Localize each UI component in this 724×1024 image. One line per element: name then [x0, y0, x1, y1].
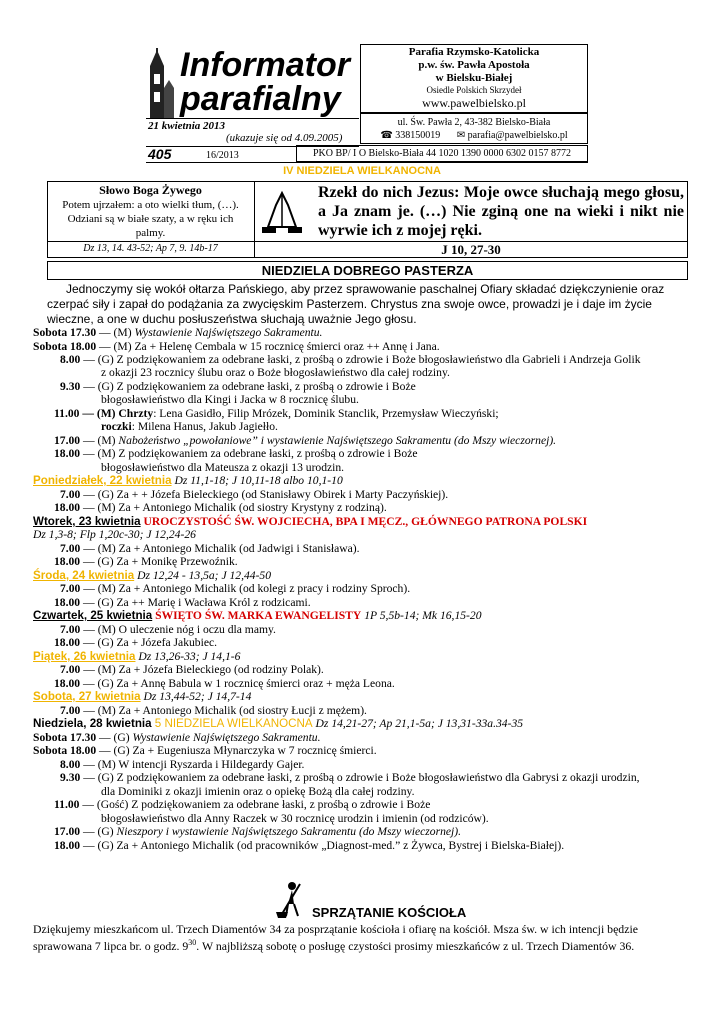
day-tuesday: Wtorek, 23 kwietnia UROCZYSTOŚĆ ŚW. WOJCIECHA, BPA I MĘCZ., GŁÓWNEGO PATRONA POLSKI [33, 515, 588, 528]
address: ul. Św. Pawła 2, 43-382 Bielsko-Biała [397, 117, 551, 128]
schedule-line: 7.00 — (M) Za + Antoniego Michalik (od Jadwigi i Stanisława). [60, 542, 360, 555]
schedule-line: 18.00 — (G) Za + Józefa Jakubiec. [54, 636, 218, 649]
cleaning-p2: sprawowana 7 lipca br. o godz. $9^{30}$. W najbliższą sobotę o posługę czystości prosimy mieszkańców z ul. Trzech Diamentów 36. [33, 938, 635, 953]
gospel-ref: J 10, 27-30 [441, 242, 501, 257]
schedule-line: roczki: Milena Hanus, Jakub Jagiełło. [101, 420, 278, 433]
schedule-line: 18.00 — (G) Za + Antoniego Michalik (od pracowników „Diagnost-med.” z Żywca, Bystrej i Bielska-Białej). [54, 839, 565, 852]
schedule-line: Sobota 17.30 — (M) Wystawienie Najświętszego Sakramentu. [33, 326, 323, 339]
day-wednesday: Środa, 24 kwietnia Dz 12,24 - 13,5a; J 12,44-50 [33, 569, 272, 582]
parish-name: Parafia Rzymsko-Katolicka [408, 46, 540, 58]
day-monday: Poniedziałek, 22 kwietnia Dz 11,1-18; J 10,11-18 albo 10,1-10 [33, 474, 343, 487]
schedule-line: 11.00 — (Gość) Z podziękowaniem za odebrane łaski, z prośbą o zdrowie i Boże [54, 798, 431, 811]
schedule-line: 18.00 — (G) Za + Monikę Przewoźnik. [54, 555, 238, 568]
bank-box [296, 145, 588, 162]
schedule-line: 18.00 — (G) Za ++ Marię i Wacława Król z rodzicami. [54, 596, 311, 609]
cleaning-title: SPRZĄTANIE KOŚCIOŁA [312, 905, 467, 920]
day-friday: Piątek, 26 kwietnia Dz 13,26-33; J 14,1-6 [33, 650, 241, 663]
issue-number: 405 [148, 146, 172, 162]
shepherd-title: NIEDZIELA DOBREGO PASTERZA [261, 263, 474, 278]
contact-box [360, 113, 588, 144]
word-heading: Słowo Boga Żywego [99, 183, 202, 197]
bank-account: PKO BP/ I O Bielsko-Biała 44 1020 1390 0000 6302 0157 8772 [312, 148, 572, 159]
schedule-line: 17.00 — (M) Nabożeństwo „powołaniowe” i wystawienie Najświętszego Sakramentu (do Mszy wieczornej). [54, 434, 557, 447]
schedule-line: 7.00 — (M) Za + Józefa Bieleckiego (od rodziny Polak). [60, 663, 324, 676]
schedule-line: błogosławieństwo dla Mateusza z okazji 13 urodzin. [101, 461, 345, 474]
schedule-line: 7.00 — (M) Za + Antoniego Michalik (od siostry Łucji z mężem). [60, 704, 367, 717]
schedule-line: błogosławieństwo dla Kingi i Jacka w 8 rocznicę ślubu. [101, 393, 359, 406]
schedule-line: Sobota 17.30 — (G) Wystawienie Najświętszego Sakramentu. [33, 731, 321, 744]
schedule-line: 7.00 — (M) Za + Antoniego Michalik (od kolegi z pracy i rodziny Sproch). [60, 582, 411, 595]
shepherd-p3: wieczne, a one w duchu posłuszeństwa słuchają uważnie Jego głosu. [47, 312, 417, 326]
word-text: Potem ujrzałem: a oto wielki tłum, (…). Odziani są w białe szaty, a w ręku ich palmy. [62, 199, 239, 239]
title-line-2: parafialny [180, 80, 341, 118]
schedule-line: błogosławieństwo dla Anny Raczek w 30 rocznicę urodzin i imienin (od rodziców). [101, 812, 489, 825]
email-link[interactable]: parafia@pawelbielsko.pl [467, 130, 568, 141]
shepherd-p2: czerpać siły i zapał do podążania za zwycięskim Pasterzem. Chrystus zna swoje owce, prowadzi je i daje im życie [47, 297, 652, 311]
sunday-banner: IV NIEDZIELA WIELKANOCNA [283, 165, 441, 177]
schedule-line: 7.00 — (G) Za + + Józefa Bieleckiego (od Stanisławy Obirek i Marty Paczyńskiej). [60, 488, 449, 501]
praying-hands-icon [258, 187, 306, 237]
schedule-line: 11.00 — (M) Chrzty: Lena Gasidło, Filip Mrózek, Dominik Stanclik, Przemysław Wieczyński; [54, 407, 499, 420]
word-refs: Dz 13, 14. 43-52; Ap 7, 9. 14b-17 [83, 243, 218, 254]
schedule-line: 18.00 — (M) Za + Antoniego Michalik (od siostry Krystyny z rodziną). [54, 501, 387, 514]
issue-date: 21 kwietnia 2013 [148, 120, 226, 132]
day-sunday: Niedziela, 28 kwietnia 5 NIEDZIELA WIELKANOCNA Dz 14,21-27; Ap 21,1-5a; J 13,31-33a.34-35 [33, 717, 524, 730]
church-logo [146, 48, 176, 120]
schedule-line: 18.00 — (M) Z podziękowaniem za odebrane łaski, z prośbą o zdrowie i Boże [54, 447, 418, 460]
schedule-line: 17.00 — (G) Nieszpory i wystawienie Najświętszego Sakramentu (do Mszy wieczornej). [54, 825, 462, 838]
day-thursday: Czwartek, 25 kwietnia ŚWIĘTO ŚW. MARKA EWANGELISTY 1P 5,5b-14; Mk 16,15-20 [33, 609, 482, 622]
phone-icon: ☎ [380, 130, 396, 141]
issue-year: 16/2013 [206, 150, 239, 161]
parish-patron: p.w. św. Pawła Apostoła [418, 59, 530, 71]
parish-box [360, 44, 588, 113]
schedule-line: 8.00 — (G) Z podziękowaniem za odebrane łaski, z prośbą o zdrowie i Boże błogosławieństwo dla Gabrieli i Andrzeja Golik [60, 353, 641, 366]
header-bottom-line [146, 162, 588, 163]
schedule-line: 9.30 — (G) Z podziękowaniem za odebrane łaski, z prośbą o zdrowie i Boże [60, 380, 416, 393]
email-icon: ✉ [456, 130, 468, 141]
cleaning-p1: Dziękujemy mieszkańcom ul. Trzech Diamentów 34 za posprzątanie kościoła i ofiarę na kościół. Msza św. w ich intencji będzie [33, 922, 638, 936]
website-link[interactable]: www.pawelbielsko.pl [422, 96, 526, 110]
schedule-line: z okazji 23 rocznicy ślubu oraz o Boże błogosławieństwo dla całej rodziny. [101, 366, 450, 379]
gospel-quote: Rzekł do nich Jezus: Moje owce słuchają mego głosu, a Ja znam je. (…) Nie zginą one na wieki i nikt nie wyrwie ich z mojej ręki. [318, 184, 684, 239]
schedule-line: 7.00 — (M) O uleczenie nóg i oczu dla mamy. [60, 623, 276, 636]
shepherd-p1: Jednoczymy się wokół ołtarza Pańskiego, aby przez sprawowanie paschalnej Ofiary składać dziękczynienie oraz [66, 282, 665, 296]
schedule-line: 18.00 — (G) Za + Annę Babula w 1 rocznicę śmierci oraz + męża Leona. [54, 677, 395, 690]
schedule-line: 9.30 — (G) Z podziękowaniem za odebrane łaski, z prośbą o zdrowie i Boże błogosławieństwo dla Gabrysi z okazji urodzin, [60, 771, 640, 784]
schedule-line: Sobota 18.00 — (M) Za + Helenę Cembala w 15 rocznicę śmierci oraz ++ Annę i Jana. [33, 340, 440, 353]
schedule-line: Dz 1,3-8; Flp 1,20c-30; J 12,24-26 [33, 528, 196, 541]
broom-icon [272, 880, 308, 920]
schedule-line: Sobota 18.00 — (G) Za + Eugeniusza Młynarczyka w 7 rocznicę śmierci. [33, 744, 377, 757]
schedule-line: 8.00 — (M) W intencji Ryszarda i Hildegardy Gajer. [60, 758, 305, 771]
day-saturday: Sobota, 27 kwietnia Dz 13,44-52; J 14,7-14 [33, 690, 252, 703]
schedule-line: dla Dominiki z okazji imienin oraz o opiekę Bożą dla całej rodziny. [101, 785, 415, 798]
header-divider [146, 118, 359, 119]
phone: 338150019 [395, 130, 441, 141]
parish-estate: Osiedle Polskich Skrzydeł [426, 85, 522, 95]
parish-city: w Bielsku-Białej [435, 72, 513, 84]
title-line-1: Informator [180, 46, 350, 84]
issue-since: (ukazuje się od 4.09.2005) [226, 132, 343, 144]
